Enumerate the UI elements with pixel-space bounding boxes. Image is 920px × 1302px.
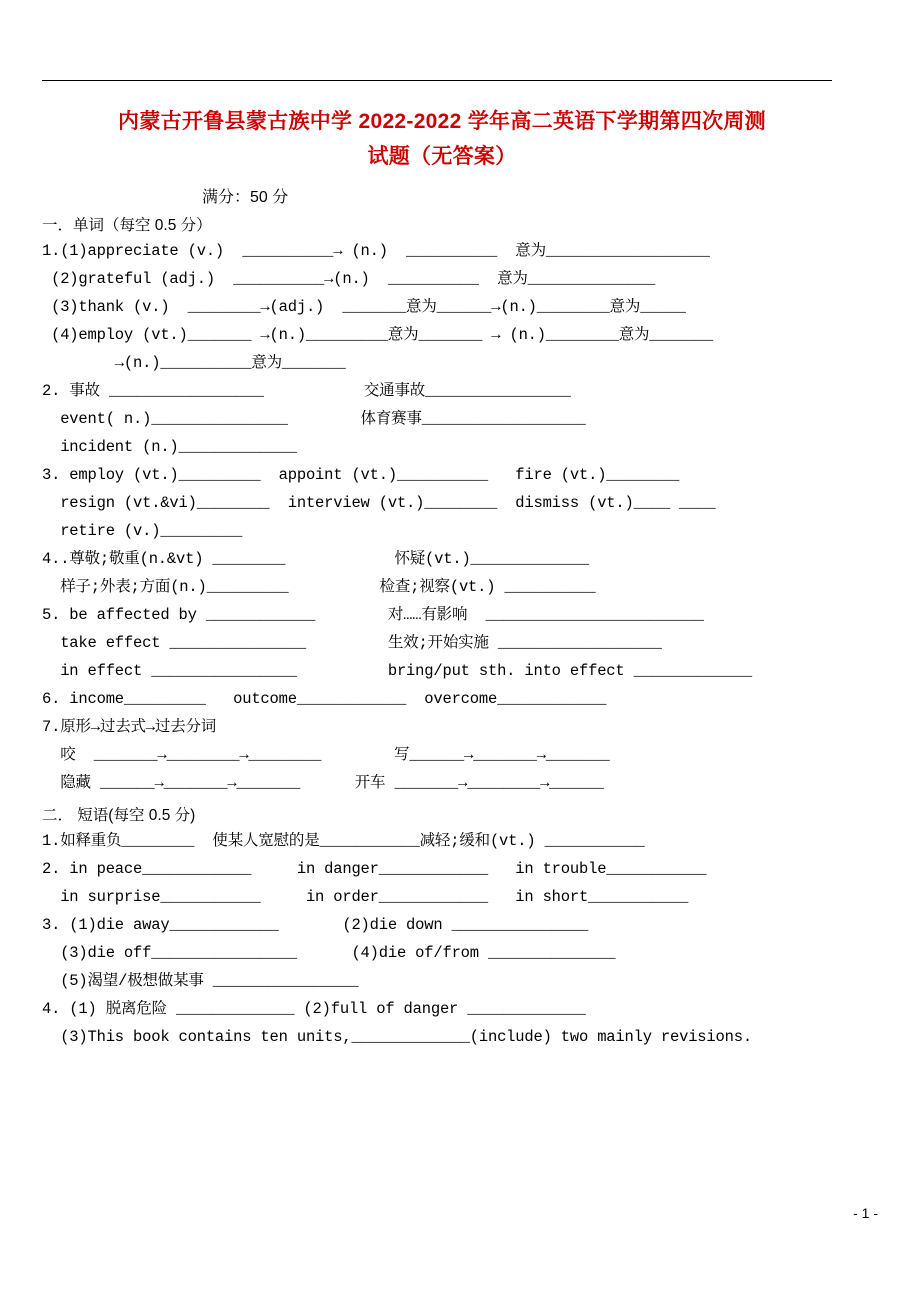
- exercise-line: (3)This book contains ten units,_____________(include) two mainly revisions.: [42, 1028, 752, 1046]
- exercise-line: 咬 _______→________→________ 写______→_______→_______: [42, 746, 610, 764]
- header-rule: [42, 80, 832, 81]
- exercise-line: 3. employ (vt.)_________ appoint (vt.)__________ fire (vt.)________: [42, 466, 680, 484]
- exercise-line: 5. be affected by ____________ 对……有影响 ________________________: [42, 606, 704, 624]
- page-title-line-2: 试题（无答案）: [367, 145, 517, 168]
- section-heading-vocabulary: 一．单词（每空 0.5 分）: [42, 217, 212, 234]
- exercise-line: 2. 事故 _________________ 交通事故________________: [42, 382, 571, 400]
- exercise-line: in surprise___________ in order____________ in short___________: [42, 888, 689, 906]
- exercise-line: 样子;外表;方面(n.)_________ 检查;视察(vt.) __________: [42, 578, 596, 596]
- page-title: [42, 104, 842, 174]
- exercise-line: retire (v.)_________: [42, 522, 243, 540]
- exercise-line: (3)thank (v.) ________→(adj.) _______意为______→(n.)________意为_____: [42, 298, 686, 316]
- exercise-line: (4)employ (vt.)_______ →(n.)_________意为_______ → (n.)________意为_______: [42, 326, 714, 344]
- exercise-line: 1.如释重负________ 使某人宽慰的是___________减轻;缓和(vt.) ___________: [42, 832, 645, 850]
- document-content: [42, 104, 842, 1051]
- page-number: - 1 -: [853, 1205, 878, 1221]
- exercise-line: 3. (1)die away____________ (2)die down _______________: [42, 916, 589, 934]
- exercise-line: resign (vt.&vi)________ interview (vt.)________ dismiss (vt.)____ ____: [42, 494, 716, 512]
- exercise-line: 6. income_________ outcome____________ overcome____________: [42, 690, 607, 708]
- section-heading-phrases: 二． 短语(每空 0.5 分): [42, 807, 196, 824]
- exercise-line: 4..尊敬;敬重(n.&vt) ________ 怀疑(vt.)_____________: [42, 550, 589, 568]
- exercise-line: event( n.)_______________ 体育赛事__________________: [42, 410, 586, 428]
- exercise-line: take effect _______________ 生效;开始实施 __________________: [42, 634, 662, 652]
- exercise-line: (3)die off________________ (4)die of/from ______________: [42, 944, 616, 962]
- exercise-line: (2)grateful (adj.) __________→(n.) __________ 意为______________: [42, 270, 656, 288]
- exercise-line: 7.原形→过去式→过去分词: [42, 718, 217, 736]
- exercise-line: 隐藏 ______→_______→_______ 开车 _______→________→______: [42, 774, 604, 792]
- exercise-line: 1.(1)appreciate (v.) __________→ (n.) __________ 意为__________________: [42, 242, 710, 260]
- exercise-line: incident (n.)_____________: [42, 438, 297, 456]
- exercise-line: (5)渴望/极想做某事 ________________: [42, 972, 359, 990]
- exercise-line: 4. (1) 脱离危险 _____________ (2)full of danger _____________: [42, 1000, 586, 1018]
- exercise-line: in effect ________________ bring/put sth. into effect _____________: [42, 662, 752, 680]
- exercise-line: →(n.)__________意为_______: [42, 354, 346, 372]
- exercise-line: 2. in peace____________ in danger____________ in trouble___________: [42, 860, 707, 878]
- total-score: 满分：50 分: [202, 189, 289, 206]
- page-title-line-1: 内蒙古开鲁县蒙古族中学 2022-2022 学年高二英语下学期第四次周测: [118, 110, 766, 133]
